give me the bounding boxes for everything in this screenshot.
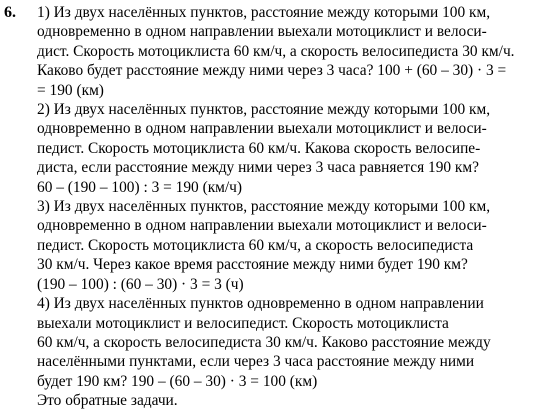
problem-number: 6. bbox=[4, 4, 16, 21]
task-4-line-5: будет 190 км? 190 – (60 – 30) · 3 = 100 (км) bbox=[37, 372, 318, 390]
task-3-line-2: одновременно в одном направлении выехали мотоциклист и велоси- bbox=[37, 217, 487, 235]
task-1-line-2: одновременно в одном направлении выехали мотоциклист и велоси- bbox=[37, 23, 487, 41]
task-2-line-2: одновременно в одном направлении выехали мотоциклист и велоси- bbox=[37, 120, 487, 138]
task-3-line-3: педист. Скорость мотоциклиста 60 км/ч, а скорость велосипедиста bbox=[37, 236, 474, 254]
task-1-line-1: 1) Из двух населённых пунктов, расстояние между которыми 100 км, bbox=[37, 4, 491, 21]
task-3-line-4: 30 км/ч. Через какое время расстояние между ними будет 190 км? bbox=[37, 256, 468, 274]
task-2-line-1: 2) Из двух населённых пунктов, расстояние между которыми 100 км, bbox=[37, 101, 491, 119]
task-1-line-5: = 190 (км) bbox=[37, 81, 104, 99]
task-1-line-3: дист. Скорость мотоциклиста 60 км/ч, а скорость велосипедиста 30 км/ч. bbox=[37, 42, 515, 60]
closing-note: Это обратные задачи. bbox=[37, 392, 178, 410]
task-3-line-1: 3) Из двух населённых пунктов, расстояние между которыми 100 км, bbox=[37, 198, 491, 216]
task-4-line-4: населёнными пунктами, если через 3 часа расстояние между ними bbox=[37, 353, 475, 371]
problem-text bbox=[37, 3, 527, 411]
task-1-line-4: Каково будет расстояние между ними через 3 часа? 100 + (60 – 30) · 3 = bbox=[37, 62, 507, 80]
task-4-line-2: выехали мотоциклист и велосипедист. Скорость мотоциклиста bbox=[37, 314, 449, 332]
task-4-line-1: 4) Из двух населённых пунктов одновременно в одном направлении bbox=[37, 295, 484, 313]
task-4-line-3: 60 км/ч, а скорость велосипедиста 30 км/ч. Каково расстояние между bbox=[37, 333, 491, 351]
task-2-line-4: диста, если расстояние между ними через 3 часа равняется 190 км? bbox=[37, 159, 479, 177]
task-2-line-5: 60 – (190 – 100) : 3 = 190 (км/ч) bbox=[37, 178, 243, 196]
task-2-line-3: педист. Скорость мотоциклиста 60 км/ч. Какова скорость велосипе- bbox=[37, 139, 481, 157]
task-3-line-5: (190 – 100) : (60 – 30) · 3 = 3 (ч) bbox=[37, 275, 244, 293]
